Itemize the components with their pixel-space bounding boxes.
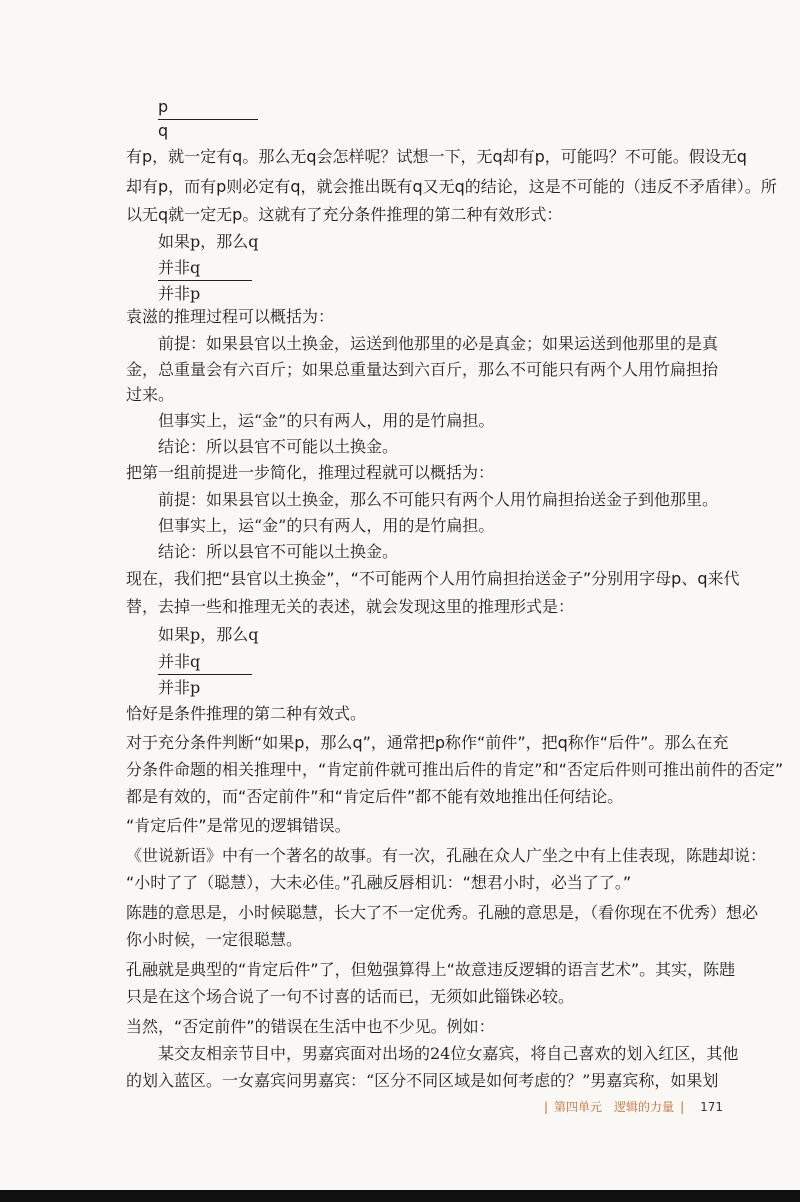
formula-line: 并非p — [158, 678, 201, 697]
body-text-line: 袁滋的推理过程可以概括为： — [126, 307, 335, 326]
body-text-line: 把第一组前提进一步简化，推理过程就可以概括为： — [126, 463, 495, 482]
unit-title: 第四单元 逻辑的力量 — [554, 1100, 675, 1114]
body-text-line: 却有p，而有p则必定有q，就会推出既有q又无q的结论，这是不可能的（违反不矛盾律）。所 — [126, 177, 777, 196]
example-text-line: 结论：所以县官不可能以土换金。 — [158, 542, 399, 561]
body-text-line: 替，去掉一些和推理无关的表述，就会发现这里的推理形式是： — [126, 597, 575, 616]
example-text-line: 金，总重量会有六百斤；如果总重量达到六百斤，那么不可能只有两个人用竹扁担抬 — [126, 360, 719, 379]
formula-line: 如果p，那么q — [158, 232, 259, 251]
page-footer — [538, 1098, 723, 1116]
body-text-line: 恰好是条件推理的第二种有效式。 — [126, 704, 367, 723]
body-text-line: 对于充分条件判断“如果p，那么q”，通常把p称作“前件”，把q称作“后件”。那么在充 — [126, 733, 729, 752]
body-text-line: 陈韪的意思是，小时候聪慧，长大了不一定优秀。孔融的意思是，（看你现在不优秀）想必 — [126, 903, 759, 922]
footer-divider: | — [680, 1100, 685, 1114]
body-text-line: 分条件命题的相关推理中，“肯定前件就可推出后件的肯定”和“否定后件则可推出前件的否定” — [126, 760, 784, 779]
example-text-line: 过来。 — [126, 385, 175, 404]
scan-bottom-edge — [0, 1190, 800, 1202]
body-text-line: 你小时候，一定很聪慧。 — [126, 930, 303, 949]
body-text-line: 有p，就一定有q。那么无q会怎样呢？试想一下，无q却有p，可能吗？不可能。假设无q — [126, 147, 747, 166]
body-text-line: 只是在这个场合说了一句不讨喜的话而已，无须如此锱铢必较。 — [126, 987, 575, 1006]
example-text-line: 某交友相亲节目中，男嘉宾面对出场的24位女嘉宾，将自己喜欢的划入红区，其他 — [158, 1044, 739, 1063]
body-text-line: 《世说新语》中有一个著名的故事。有一次，孔融在众人广坐之中有上佳表现，陈韪却说： — [126, 846, 767, 865]
example-text-line: 但事实上，运“金”的只有两人，用的是竹扁担。 — [158, 516, 495, 535]
page-number: 171 — [700, 1100, 724, 1114]
body-text-line: 孔融就是典型的“肯定后件”了，但勉强算得上“故意违反逻辑的语言艺术”。其实，陈韪 — [126, 960, 736, 979]
formula-line: 如果p，那么q — [158, 625, 259, 644]
body-text-line: “小时了了（聪慧），大未必佳。”孔融反唇相讥：“想君小时，必当了了。” — [126, 873, 632, 892]
body-text-line: “肯定后件”是常见的逻辑错误。 — [126, 816, 351, 835]
footer-divider: | — [544, 1100, 549, 1114]
example-text-line: 的划入蓝区。一女嘉宾问男嘉宾：“区分不同区域是如何考虑的？”男嘉宾称，如果划 — [126, 1071, 719, 1090]
body-text-line: 以无q就一定无p。这就有了充分条件推理的第二种有效形式： — [126, 205, 563, 224]
formula-line: p — [158, 96, 258, 120]
formula-line: 并非q — [158, 651, 252, 675]
body-text-line: 都是有效的，而“否定前件”和“肯定后件”都不能有效地推出任何结论。 — [126, 787, 624, 806]
formula-line: 并非p — [158, 284, 201, 303]
example-text-line: 结论：所以县官不可能以土换金。 — [158, 437, 399, 456]
formula-line: q — [158, 121, 169, 140]
body-text-line: 当然，“否定前件”的错误在生活中也不少见。例如： — [126, 1017, 495, 1036]
formula-line: 并非q — [158, 257, 252, 281]
example-text-line: 但事实上，运“金”的只有两人，用的是竹扁担。 — [158, 411, 495, 430]
body-text-line: 现在，我们把“县官以土换金”，“不可能两个人用竹扁担抬送金子”分别用字母p、q来代 — [126, 569, 740, 588]
example-text-line: 前提：如果县官以土换金，那么不可能只有两个人用竹扁担抬送金子到他那里。 — [158, 490, 719, 509]
example-text-line: 前提：如果县官以土换金，运送到他那里的必是真金；如果运送到他那里的是真 — [158, 334, 719, 353]
